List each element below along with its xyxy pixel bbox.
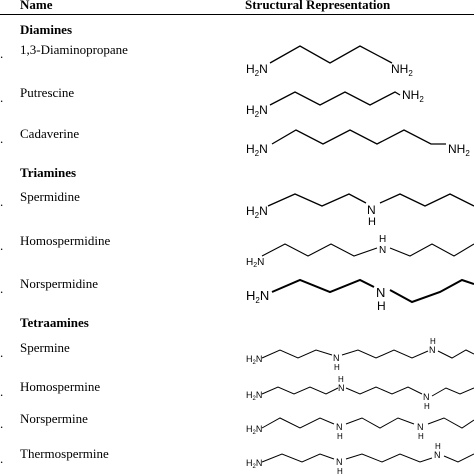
structure-putrescine — [270, 92, 400, 105]
bullet: . — [0, 194, 4, 209]
amine-label: $H_2N$ — [246, 354, 263, 366]
structure-spermine — [262, 350, 474, 358]
compound-name-spermine: Spermine — [20, 340, 70, 355]
imine-label: N — [333, 353, 340, 363]
amine-label: $H_2N$ — [246, 257, 265, 269]
structure-homospermine — [262, 387, 474, 396]
amine-label: $H_2N$ — [246, 204, 268, 220]
bullet: . — [0, 131, 4, 146]
structure-norspermidine — [272, 280, 474, 302]
amine-label: $H_2N$ — [246, 390, 263, 402]
imine-label: N — [417, 422, 424, 432]
imine-label: N — [338, 383, 345, 393]
amine-label: $NH_2$ — [391, 62, 413, 78]
bullet: . — [0, 416, 4, 431]
compound-name-spermidine: Spermidine — [20, 189, 80, 204]
imine-h-label: H — [430, 337, 436, 346]
imine-label: N — [336, 457, 343, 467]
amine-label: $H_2N$ — [246, 288, 270, 305]
amine-label: $H_2N$ — [246, 424, 263, 436]
section-title-tetraamines: Tetraamines — [20, 315, 89, 330]
section-title-triamines: Triamines — [20, 165, 77, 180]
imine-h-label: H — [435, 442, 441, 451]
bullet: . — [0, 238, 4, 253]
imine-h-label: H — [424, 402, 430, 411]
imine-h-label: H — [338, 375, 344, 384]
compound-name-norspermidine: Norspermidine — [20, 276, 98, 291]
amine-label: $H_2N$ — [246, 142, 268, 158]
imine-label: N — [376, 285, 386, 300]
bullet: . — [0, 345, 4, 360]
compound-name-thermospermine: Thermospermine — [20, 446, 109, 461]
imine-label: N — [423, 392, 430, 402]
compound-name-norspermine: Norspermine — [20, 411, 88, 426]
header-name: Name — [20, 0, 53, 12]
imine-label: N — [434, 450, 441, 460]
structure-cadaverine — [272, 130, 446, 144]
compound-name-homospermidine: Homospermidine — [20, 233, 111, 248]
bullet: . — [0, 451, 4, 466]
amine-label: $H_2N$ — [246, 458, 263, 470]
imine-h-label: H — [379, 234, 387, 245]
imine-h-label: H — [368, 216, 376, 228]
amine-label: $H_2N$ — [246, 103, 268, 119]
structure-thermospermine — [262, 454, 474, 462]
compound-name-homospermine: Homospermine — [20, 379, 101, 394]
compound-name-putrescine: Putrescine — [20, 85, 75, 100]
amine-label: $NH_2$ — [402, 88, 424, 104]
imine-h-label: H — [337, 432, 343, 441]
bullet: . — [0, 90, 4, 105]
structure-homospermidine — [262, 244, 474, 256]
bullet: . — [0, 46, 4, 61]
amine-label: $NH_2$ — [448, 142, 470, 158]
section-title-diamines: Diamines — [20, 22, 72, 37]
bullet: . — [0, 281, 4, 296]
imine-h-label: H — [337, 467, 343, 474]
imine-label: N — [336, 422, 343, 432]
imine-label: N — [379, 245, 387, 256]
imine-label: N — [367, 203, 376, 217]
compound-name-1-3-diaminopropane: 1,3-Diaminopropane — [20, 42, 128, 57]
structure-norspermine — [262, 418, 474, 428]
compound-name-cadaverine: Cadaverine — [20, 126, 80, 141]
imine-h-label: H — [418, 432, 424, 441]
amine-label: $H_2N$ — [246, 62, 268, 78]
imine-label: N — [429, 345, 436, 355]
imine-h-label: H — [377, 299, 386, 313]
imine-h-label: H — [334, 363, 340, 372]
structure-1-3-diaminopropane — [270, 46, 392, 63]
bullet: . — [0, 384, 4, 399]
header-structure: Structural Representation — [245, 0, 391, 12]
